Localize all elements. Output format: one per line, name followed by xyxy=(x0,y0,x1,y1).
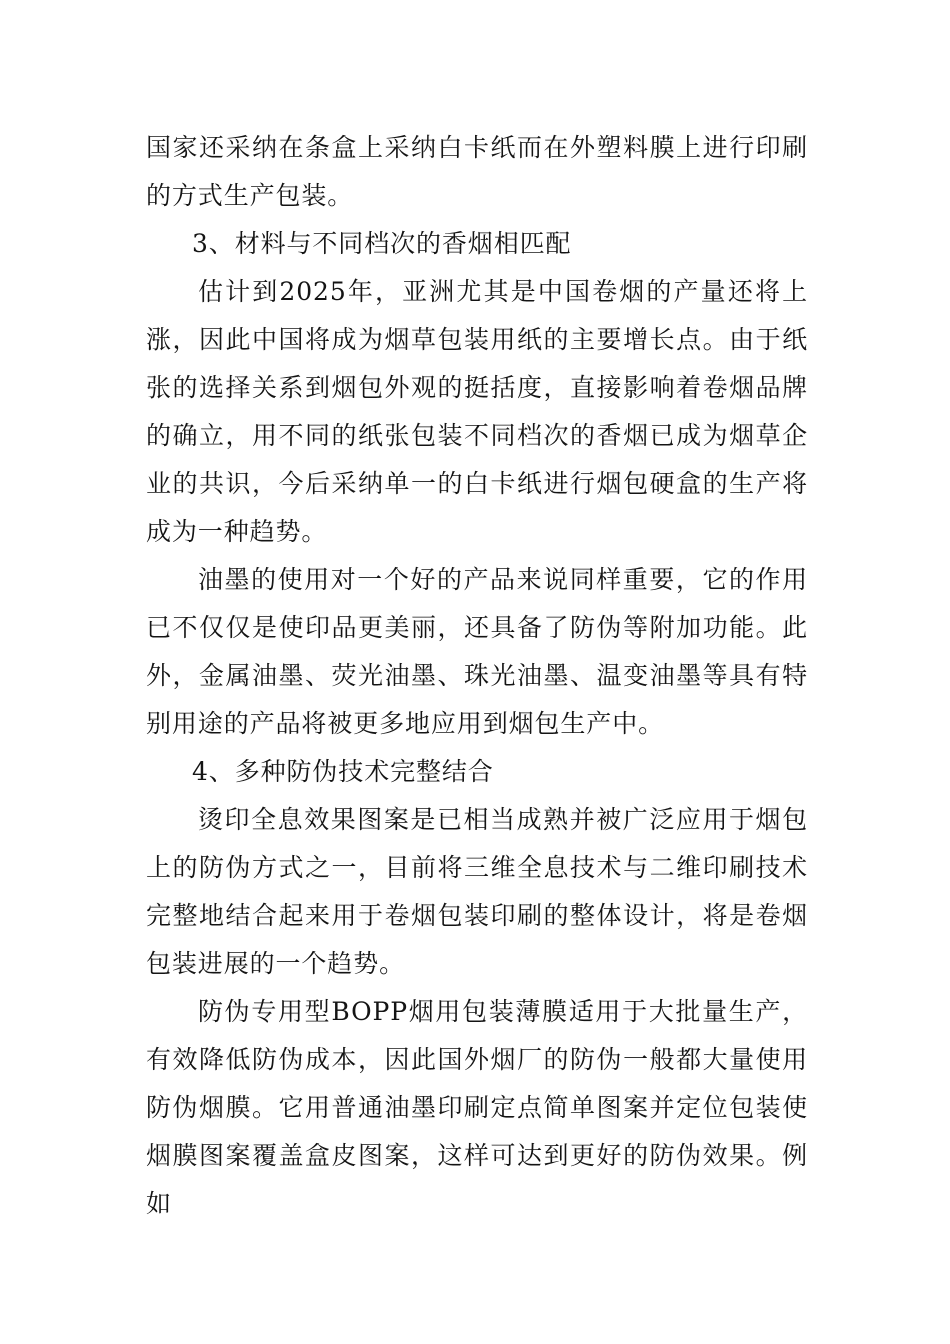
section-heading-3: 3、材料与不同档次的香烟相匹配 xyxy=(192,229,572,258)
paragraph-continuation: 国家还采纳在条盒上采纳白卡纸而在外塑料膜上进行印刷的方式生产包装。 xyxy=(146,133,808,210)
paragraph-hologram: 烫印全息效果图案是已相当成熟并被广泛应用于烟包上的防伪方式之一，目前将三维全息技术与二维印刷技术完整地结合起来用于卷烟包装印刷的整体设计，将是卷烟包装进展的一个趋势。 xyxy=(146,805,808,978)
paragraph-bopp-film: 防伪专用型BOPP烟用包装薄膜适用于大批量生产，有效降低防伪成本，因此国外烟厂的防伪一般都大量使用防伪烟膜。它用普通油墨印刷定点简单图案并定位包装使烟膜图案覆盖盒皮图案，这样可达到更好的防伪效果。例如 xyxy=(146,997,808,1218)
section-heading-4: 4、多种防伪技术完整结合 xyxy=(192,757,494,786)
document-body xyxy=(146,124,808,1228)
paragraph-ink: 油墨的使用对一个好的产品来说同样重要，它的作用已不仅仅是使印品更美丽，还具备了防伪等附加功能。此外，金属油墨、荧光油墨、珠光油墨、温变油墨等具有特别用途的产品将被更多地应用到烟包生产中。 xyxy=(146,565,808,738)
paragraph-tobacco-paper: 估计到2025年，亚洲尤其是中国卷烟的产量还将上涨，因此中国将成为烟草包装用纸的主要增长点。由于纸张的选择关系到烟包外观的挺括度，直接影响着卷烟品牌的确立，用不同的纸张包装不同档次的香烟已成为烟草企业的共识，今后采纳单一的白卡纸进行烟包硬盒的生产将成为一种趋势。 xyxy=(146,277,808,546)
